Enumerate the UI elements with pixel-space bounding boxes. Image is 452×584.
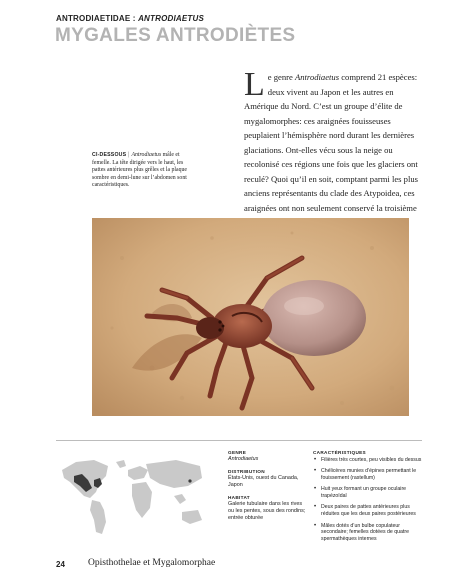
family-name: ANTRODIAETIDAE : <box>56 14 139 23</box>
habitat-heading: HABITAT <box>228 495 250 500</box>
distribution-value: États-Unis, ouest du Canada, Japon <box>228 475 299 488</box>
list-item: • Chélicères munies d’épines permettant le fouissement (rastellum) <box>313 468 423 482</box>
spider-photo <box>92 218 409 416</box>
list-item: • Filières très courtes, peu visibles du dessus <box>313 457 423 464</box>
intro-text-start: e genre <box>267 72 295 82</box>
characteristics-heading: CARACTÉRISTIQUES <box>313 450 366 455</box>
intro-text-rest: comprend 21 espèces: deux vivent au Japon et les autres en Amérique du Nord. C’est un groupe d’élite de mygalomorphes: ces araignées fouisseuses peuplaient l’hémisphère nord durant les dernières glaciations. Ont-elles vécu sous la neige ou recolonisé ces régions une fois que les glaciers ont reculé? Quoi qu’il en soit, comptant parmi les plus anciens représentants du clade des Atypoidea, ces araignées ont non seulement conservé la troisième <box>244 72 418 213</box>
section-divider <box>56 440 422 441</box>
caption-label: CI-DESSOUS <box>92 152 127 158</box>
habitat-value: Galerie tubulaire dans les rives ou les pentes, sous des rondins; entrée obturée <box>228 501 306 521</box>
page-title: MYGALES ANTRODIÈTES <box>55 25 296 46</box>
dropcap: L <box>244 66 265 103</box>
info-column <box>228 450 308 528</box>
photo-caption <box>92 152 188 190</box>
genus-heading: GENRE <box>228 450 247 455</box>
spider-illustration <box>92 218 409 416</box>
distribution-map <box>56 452 208 540</box>
distribution-heading: DISTRIBUTION <box>228 469 265 474</box>
family-label <box>56 14 204 23</box>
intro-genus: Antrodiaetus <box>294 72 340 82</box>
list-item: • Deux paires de pattes antérieures plus réduites que les deux paires postérieures <box>313 504 423 518</box>
caption-species: Antrodiaetus <box>131 152 162 158</box>
page-number: 24 <box>56 560 65 569</box>
intro-paragraph <box>244 66 422 230</box>
list-item: • Huit yeux formant un groupe oculaire trapézoïdal <box>313 486 423 500</box>
list-item: • Mâles dotés d’un bulbe copulateur secondaire; femelles dotées de quatre spermathèques internes <box>313 523 423 543</box>
characteristics-column <box>313 450 423 547</box>
caption-text: mâle et femelle. La tête dirigée vers le haut, les pattes antérieures plus grêles et la plaque sombre en demi-lune sur l’abdomen sont caractéristiques. <box>92 152 187 189</box>
characteristics-list <box>313 457 423 543</box>
caption-separator: | <box>128 152 130 158</box>
running-title: Opisthothelae et Mygalomorphae <box>88 558 216 568</box>
genus-value: Antrodiaetus <box>228 456 259 462</box>
genus-name: ANTRODIAETUS <box>138 14 205 23</box>
